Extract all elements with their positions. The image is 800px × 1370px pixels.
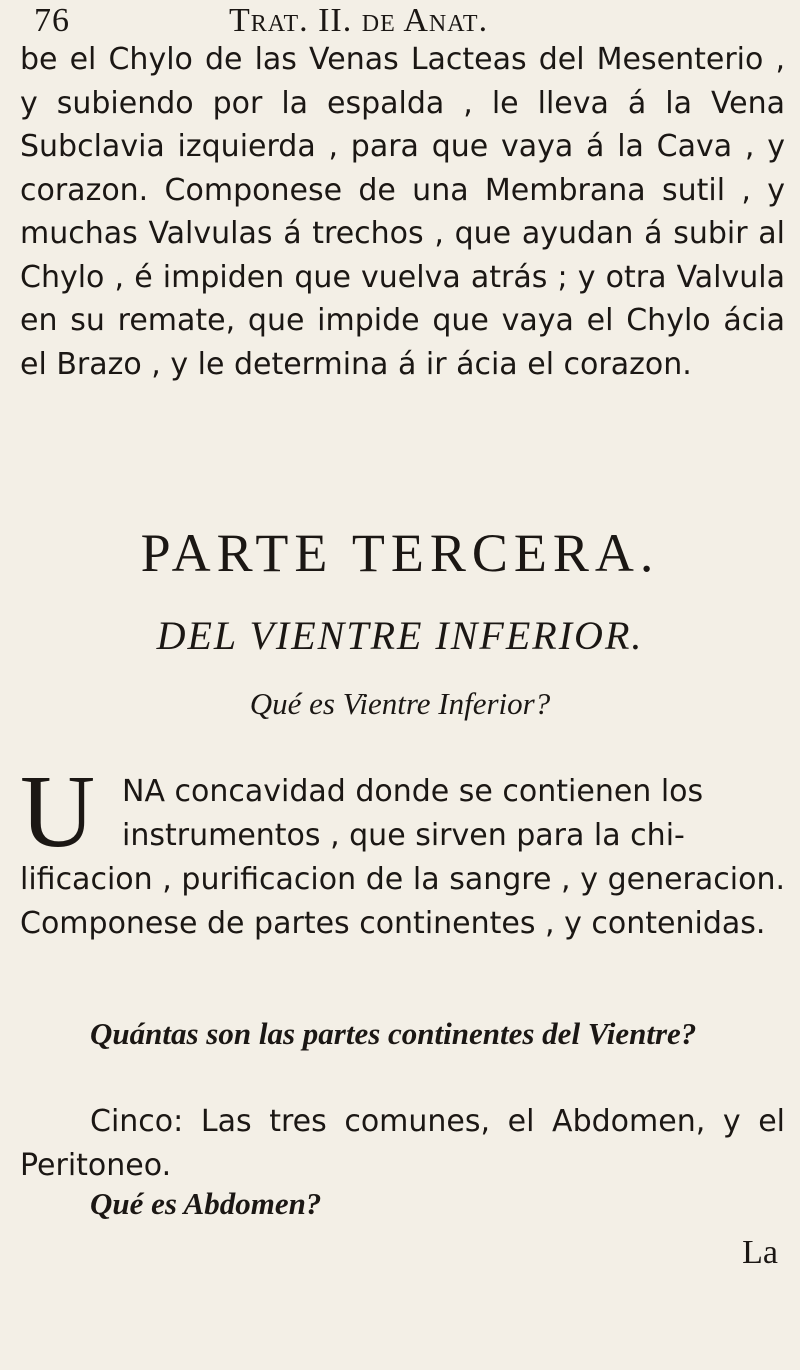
answer-line-1: NA concavidad donde se contienen los bbox=[122, 774, 704, 809]
question-heading: Qué es Abdomen? bbox=[90, 1186, 322, 1221]
drop-cap: U bbox=[20, 754, 96, 869]
answer-paragraph: lificacion , purificacion de la sangre , y generacion. Componese de partes continentes , y contenidas. bbox=[20, 862, 785, 941]
section-subtitle: DEL VIENTRE INFERIOR. bbox=[156, 613, 644, 658]
page-number: 76 bbox=[34, 2, 70, 39]
running-title: Trat. II. de Anat. bbox=[229, 2, 489, 39]
page-header bbox=[34, 2, 774, 42]
answer-paragraph: Cinco: Las tres comunes, el Abdomen, y el Peritoneo. bbox=[20, 1104, 785, 1183]
paragraph-continuation: be el Chylo de las Venas Lacteas del Mesenterio , y subiendo por la espalda , le lleva á la Vena Subclavia izquierda , para que vaya á la Cava , y corazon. Componese de una Membrana sutil , y muchas Valvulas á trechos , que ayudan á subir al Chylo , é impiden que vuelva atrás ; y otra Valvula en su remate, que impide que vaya el Chylo ácia el Brazo , y le determina á ir ácia el corazon. bbox=[20, 42, 785, 382]
question-heading: Qué es Vientre Inferior? bbox=[249, 686, 551, 721]
question-heading: Quántas son las partes continentes del Vientre? bbox=[90, 1016, 697, 1051]
answer-line-2: instrumentos , que sirven para la chi- bbox=[122, 818, 685, 853]
section-title: PARTE TERCERA. bbox=[140, 523, 660, 583]
catchword: La bbox=[742, 1234, 778, 1271]
